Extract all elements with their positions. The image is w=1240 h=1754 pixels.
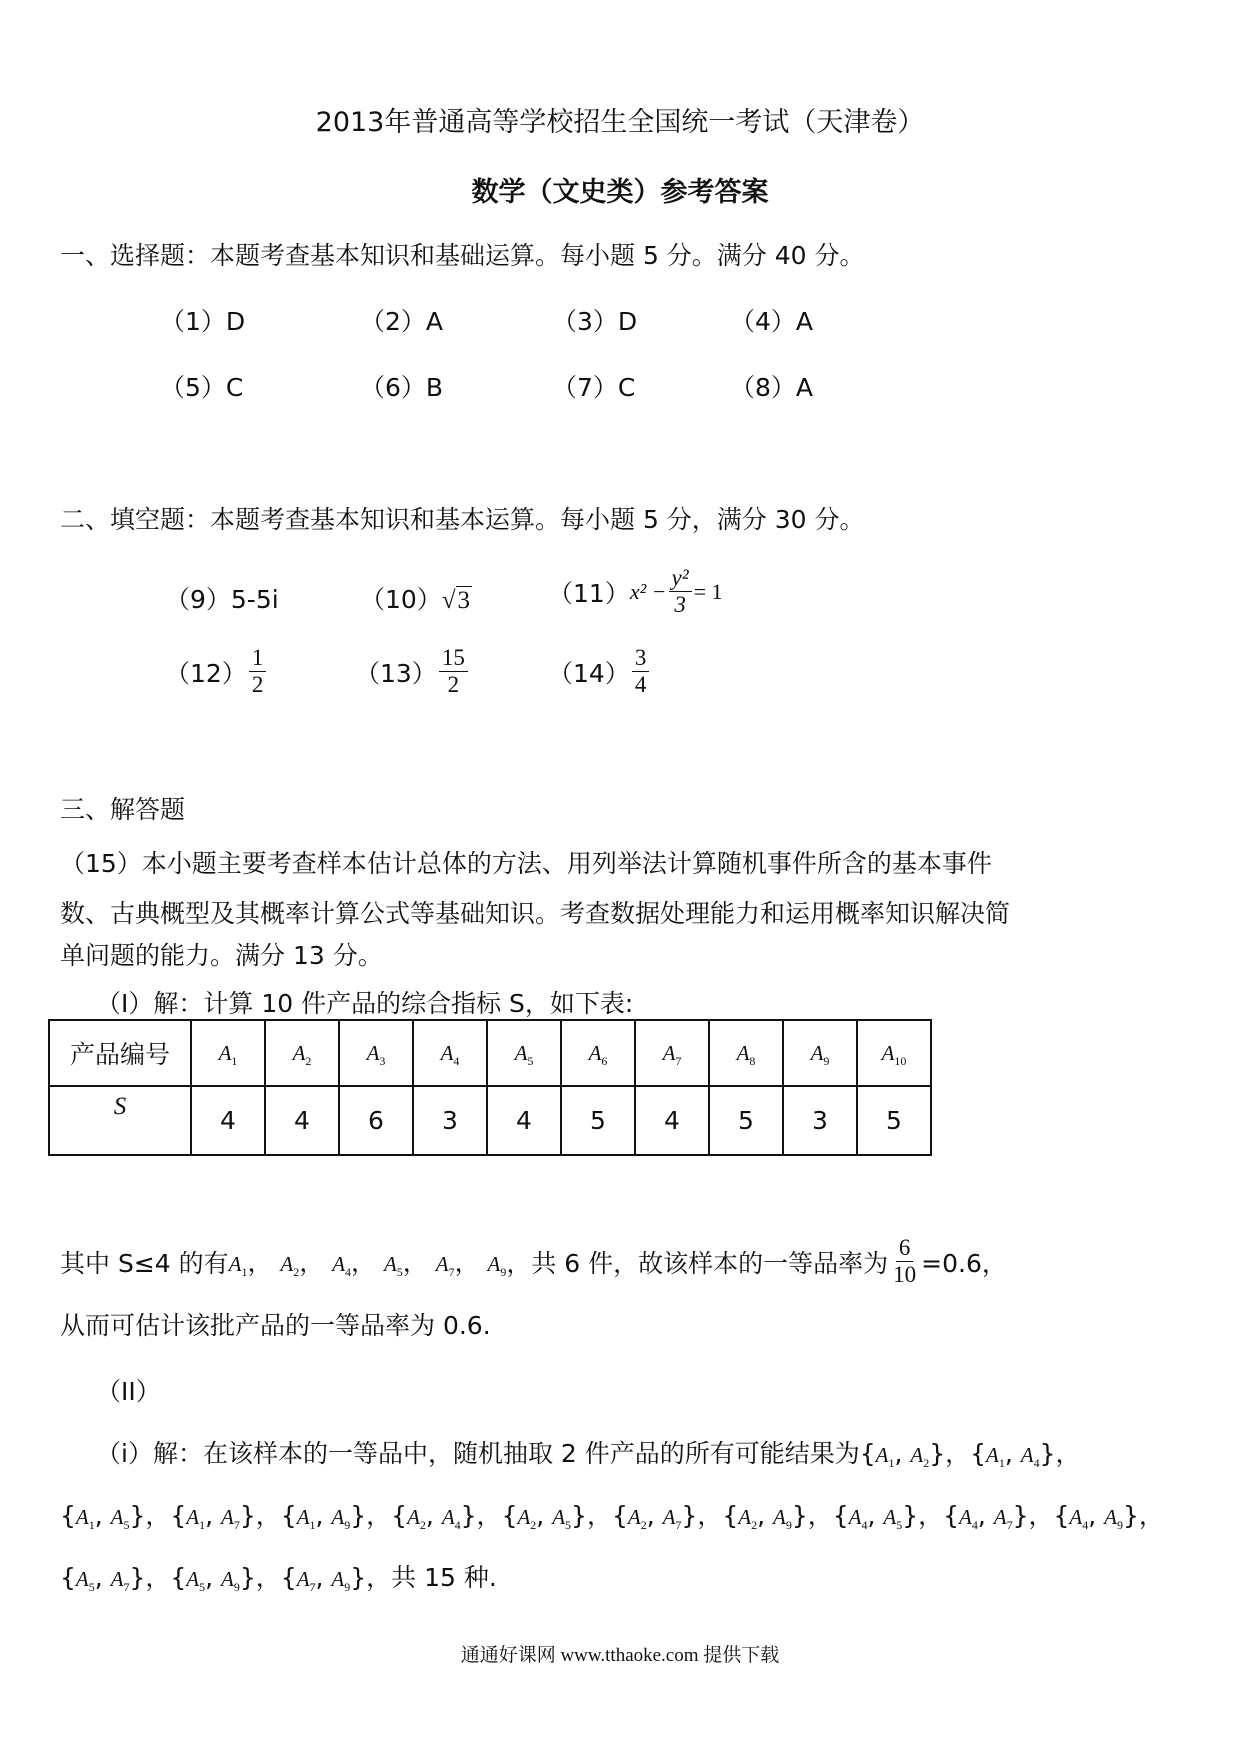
product-symbol: $A_9$: [221, 1567, 240, 1595]
product-subscript: 2: [293, 1265, 300, 1280]
product-symbol: $A_4$: [848, 1505, 868, 1533]
fraction-12-num: 1: [249, 646, 267, 672]
product-subscript: 9: [344, 1518, 351, 1533]
q15-intro-line3: 单问题的能力。满分 13 分。: [60, 941, 383, 970]
product-subscript: 1: [888, 1456, 895, 1471]
pairs-line3: [60, 1558, 497, 1595]
fraction-14: [632, 646, 650, 697]
product-symbol: $A_2$: [627, 1505, 647, 1533]
fill-answer-11: [548, 566, 723, 617]
product-subscript: 9: [500, 1265, 507, 1280]
product-symbol: $A_1$: [75, 1505, 95, 1533]
product-symbol: $A_2$: [910, 1443, 930, 1471]
product-subscript: 5: [88, 1580, 95, 1595]
fill-answer-14: [548, 646, 651, 697]
s-value-cell: 4: [635, 1086, 709, 1155]
product-symbol: $A_1$: [228, 1252, 248, 1280]
s-value-cell: 4: [265, 1086, 339, 1155]
conclusion-post: =0.6，: [921, 1248, 1007, 1278]
product-subscript: 7: [1006, 1518, 1013, 1533]
equation-frac-den: 3: [674, 592, 686, 618]
q15-intro-line2: 数、古典概型及其概率计算公式等基础知识。考查数据处理能力和运用概率知识解决简: [60, 899, 1011, 928]
product-symbol: $A_1$: [296, 1505, 316, 1533]
product-symbol: $A_4$: [1020, 1443, 1040, 1471]
outcome-pair: {$A_1$, $A_7$}: [170, 1501, 256, 1533]
product-subscript: 2: [751, 1518, 758, 1533]
product-symbol: $A_9$: [487, 1252, 507, 1280]
product-symbol: $A_2$: [407, 1505, 426, 1533]
product-subscript: 5: [199, 1580, 206, 1595]
product-symbol: $A_5$: [883, 1505, 903, 1533]
fraction-14-num: 3: [632, 646, 650, 672]
product-subscript: 7: [309, 1580, 316, 1595]
section3-heading: 三、解答题: [60, 795, 186, 824]
outcome-pair: {$A_1$, $A_5$}: [60, 1501, 146, 1533]
product-subscript: 1: [231, 1054, 238, 1069]
fraction-12-den: 2: [251, 672, 264, 698]
product-symbol: $A_9$: [1104, 1505, 1123, 1533]
product-subscript: 7: [448, 1265, 455, 1280]
outcome-pair: {$A_4$, $A_5$}: [832, 1501, 919, 1533]
product-symbol: $A_4$: [332, 1252, 352, 1280]
product-subscript: 9: [785, 1518, 792, 1533]
product-subscript: 4: [861, 1518, 868, 1533]
answer-8: （8）A: [730, 373, 814, 402]
product-symbol: $A_4$: [959, 1505, 978, 1533]
product-symbol: $A_2$: [280, 1252, 300, 1280]
product-symbol: $A_5$: [552, 1505, 572, 1533]
product-subscript: 4: [1082, 1518, 1089, 1533]
conclusion-pre: 其中 S≤4 的有: [60, 1248, 229, 1278]
q15-intro-line1: （15）本小题主要考查样本估计总体的方法、用列举法计算随机事件所含的基本事件: [60, 849, 992, 878]
equation-post: = 1: [693, 578, 723, 604]
product-subscript: 9: [823, 1054, 830, 1069]
fraction-13-num: 15: [439, 646, 468, 672]
answer-1: （1）D: [160, 307, 246, 336]
s-value-cell: 5: [709, 1086, 783, 1155]
product-symbol: $A_4$: [1069, 1505, 1089, 1533]
fraction-12: [249, 646, 267, 697]
product-header-cell: [487, 1020, 561, 1086]
product-subscript: 2: [305, 1054, 312, 1069]
fill-answer-13: [355, 646, 470, 697]
product-symbol: $A_5$: [514, 1040, 534, 1069]
product-symbol: $A_6$: [588, 1040, 608, 1069]
product-symbol: $A_9$: [331, 1567, 351, 1595]
product-header-cell: [191, 1020, 265, 1086]
product-subscript: 9: [344, 1580, 351, 1595]
part2-label: （II）: [96, 1377, 161, 1406]
pairs-line2: {$A_1$, $A_5$}，{$A_1$, $A_7$}，{$A_1$, $A_9$}，{$A_2$, $A_4$}，{$A_2$, $A_5$}，{$A_2$, $A_7$}，{$A_2$, $A_9$}，{$A_4$, $A_5$}，{$A_4$, $A_7$}，{$A_4$, $A_9$}，: [60, 1501, 1164, 1533]
equation-fraction: [669, 566, 692, 617]
s-value-cell: 5: [561, 1086, 635, 1155]
product-header-cell: [339, 1020, 413, 1086]
product-header-cell: [709, 1020, 783, 1086]
fill-value-9: 5-5i: [230, 585, 279, 614]
part2-i-intro: （i）解：在该样本的一等品中，随机抽取 2 件产品的所有可能结果为: [96, 1439, 860, 1468]
outcome-pair: {$A_4$, $A_7$}: [943, 1501, 1029, 1533]
pairs-line3-items: {$A_5$, $A_7$}，{$A_5$, $A_9$}，{$A_7$, $A_9$}: [60, 1563, 367, 1595]
product-subscript: 3: [379, 1054, 386, 1069]
product-subscript: 4: [971, 1518, 978, 1533]
product-symbol: $A_7$: [662, 1505, 682, 1533]
product-subscript: 6: [601, 1054, 608, 1069]
answer-3: （3）D: [552, 307, 638, 336]
product-symbol: $A_9$: [810, 1040, 830, 1069]
answer-5: （5）C: [160, 373, 244, 402]
section1-heading: 一、选择题：本题考查基本知识和基础运算。每小题 5 分。满分 40 分。: [60, 241, 865, 270]
product-subscript: 7: [233, 1518, 240, 1533]
product-symbol: $A_5$: [110, 1505, 130, 1533]
product-symbol: $A_2$: [517, 1505, 537, 1533]
rate-fraction: [890, 1236, 919, 1287]
table-s-row: [49, 1086, 931, 1155]
product-symbol: $A_1$: [186, 1505, 206, 1533]
product-subscript: 1: [241, 1265, 248, 1280]
section2-heading: 二、填空题：本题考查基本知识和基本运算。每小题 5 分，满分 30 分。: [60, 505, 865, 534]
product-subscript: 1: [309, 1518, 316, 1533]
product-subscript: 5: [396, 1265, 403, 1280]
equation-frac-num: y²: [669, 566, 692, 592]
s-value-cell: 3: [413, 1086, 487, 1155]
product-header-cell: [857, 1020, 931, 1086]
outcome-pair: {$A_2$, $A_4$}: [391, 1501, 477, 1533]
product-symbol: $A_8$: [736, 1040, 756, 1069]
product-subscript: 9: [1116, 1518, 1123, 1533]
product-header-cell: [635, 1020, 709, 1086]
fraction-14-den: 4: [634, 672, 647, 698]
product-subscript: 10: [894, 1054, 907, 1069]
answer-2: （2）A: [360, 307, 444, 336]
outcome-pair: {$A_1$, $A_2$}: [859, 1439, 946, 1471]
outcome-pair: {$A_4$, $A_9$}: [1053, 1501, 1139, 1533]
product-symbol: $A_5$: [75, 1567, 95, 1595]
product-header-cell: [783, 1020, 857, 1086]
product-subscript: 2: [923, 1456, 930, 1471]
product-symbol: $A_7$: [435, 1252, 455, 1280]
s-index-table: [48, 1019, 932, 1156]
outcome-pair: {$A_2$, $A_5$}: [501, 1501, 587, 1533]
fill-answer-10: [360, 580, 472, 616]
s-value-cell: 6: [339, 1086, 413, 1155]
product-subscript: 4: [1033, 1456, 1040, 1471]
product-symbol: $A_2$: [292, 1040, 312, 1069]
product-subscript: 1: [88, 1518, 95, 1533]
table-header-row: [49, 1020, 931, 1086]
sqrt-expression: √3: [441, 587, 471, 614]
product-subscript: 9: [233, 1580, 240, 1595]
product-symbol: $A_9$: [331, 1505, 351, 1533]
product-symbol: $A_7$: [110, 1567, 130, 1595]
rate-frac-num: 6: [896, 1236, 914, 1262]
s-value-cell: 4: [487, 1086, 561, 1155]
outcome-pair: {$A_5$, $A_9$}: [170, 1563, 256, 1595]
product-subscript: 7: [123, 1580, 130, 1595]
outcome-pair: {$A_1$, $A_9$}: [280, 1501, 367, 1533]
product-subscript: 1: [199, 1518, 206, 1533]
product-symbol: $A_1$: [218, 1040, 238, 1069]
product-symbol: $A_7$: [662, 1040, 682, 1069]
product-symbol: $A_7$: [221, 1505, 240, 1533]
outcome-pair: {$A_5$, $A_7$}: [60, 1563, 146, 1595]
conclusion-mid: ，共 6 件，故该样本的一等品率为: [506, 1248, 889, 1278]
product-subscript: 2: [530, 1518, 537, 1533]
answer-4: （4）A: [730, 307, 814, 336]
product-subscript: 4: [453, 1054, 460, 1069]
document-title: 2013年普通高等学校招生全国统一考试（天津卷）: [315, 107, 925, 138]
outcome-pair: {$A_2$, $A_7$}: [611, 1501, 698, 1533]
product-subscript: 7: [675, 1518, 682, 1533]
product-symbol: $A_2$: [738, 1505, 758, 1533]
fill-label-12: （12）: [165, 658, 247, 688]
s-value-cell: 4: [191, 1086, 265, 1155]
fill-answer-12: [165, 646, 268, 697]
rate-frac-den: 10: [893, 1262, 917, 1288]
fill-answer-9: [165, 580, 279, 616]
fraction-13-den: 2: [447, 672, 460, 698]
product-subscript: 7: [675, 1054, 682, 1069]
conclusion-line1: [60, 1236, 1007, 1287]
s-row-label: S: [49, 1086, 191, 1155]
part1-intro: （I）解：计算 10 件产品的综合指标 S，如下表:: [96, 989, 634, 1018]
product-symbol: $A_5$: [383, 1252, 403, 1280]
product-symbol: $A_9$: [772, 1505, 792, 1533]
fill-label-10: （10）: [360, 585, 442, 614]
part2-i-line1: [96, 1434, 1081, 1471]
outcome-pair: {$A_2$, $A_9$}: [722, 1501, 808, 1533]
part2-i-ending: ，共 15 种.: [366, 1563, 497, 1592]
fill-label-13: （13）: [355, 658, 437, 688]
equation-pre: x² −: [629, 578, 667, 604]
document-subtitle: 数学（文史类）参考答案: [471, 177, 769, 208]
product-symbol: $A_1$: [875, 1443, 895, 1471]
first-grade-items: $A_1$， $A_2$， $A_4$， $A_5$， $A_7$， $A_9$: [228, 1248, 507, 1280]
outcome-pair: {$A_1$, $A_4$}: [970, 1439, 1056, 1471]
conclusion-line2: 从而可估计该批产品的一等品率为 0.6.: [60, 1311, 491, 1340]
product-subscript: 2: [640, 1518, 647, 1533]
product-subscript: 4: [345, 1265, 352, 1280]
product-subscript: 4: [454, 1518, 461, 1533]
product-symbol: $A_1$: [986, 1443, 1005, 1471]
product-subscript: 1: [998, 1456, 1005, 1471]
footer-source: 通通好课网 www.tthaoke.com 提供下载: [460, 1645, 780, 1666]
product-symbol: $A_7$: [993, 1505, 1013, 1533]
product-subscript: 2: [419, 1518, 426, 1533]
answer-7: （7）C: [552, 373, 636, 402]
product-header-cell: [265, 1020, 339, 1086]
outcome-pair: {$A_7$, $A_9$}: [280, 1563, 367, 1595]
product-header-cell: [413, 1020, 487, 1086]
product-subscript: 5: [565, 1518, 572, 1533]
product-symbol: $A_5$: [186, 1567, 206, 1595]
product-subscript: 8: [749, 1054, 756, 1069]
product-subscript: 5: [123, 1518, 130, 1533]
product-subscript: 5: [527, 1054, 534, 1069]
pairs-line1: {$A_1$, $A_2$}，{$A_1$, $A_4$}，: [859, 1439, 1081, 1471]
product-symbol: $A_3$: [366, 1040, 386, 1069]
answer-6: （6）B: [360, 373, 444, 402]
product-subscript: 5: [896, 1518, 903, 1533]
fraction-13: [439, 646, 468, 697]
product-header-cell: [561, 1020, 635, 1086]
sqrt-radicand: 3: [457, 587, 471, 614]
s-value-cell: 5: [857, 1086, 931, 1155]
product-symbol: $A_{10}$: [881, 1040, 907, 1069]
fill-label-11: （11）: [548, 578, 630, 608]
product-symbol: $A_4$: [441, 1505, 461, 1533]
fill-label-9: （9）: [165, 585, 231, 614]
product-number-header: 产品编号: [49, 1020, 191, 1086]
product-symbol: $A_4$: [440, 1040, 460, 1069]
fill-label-14: （14）: [548, 658, 630, 688]
s-value-cell: 3: [783, 1086, 857, 1155]
product-symbol: $A_7$: [296, 1567, 316, 1595]
